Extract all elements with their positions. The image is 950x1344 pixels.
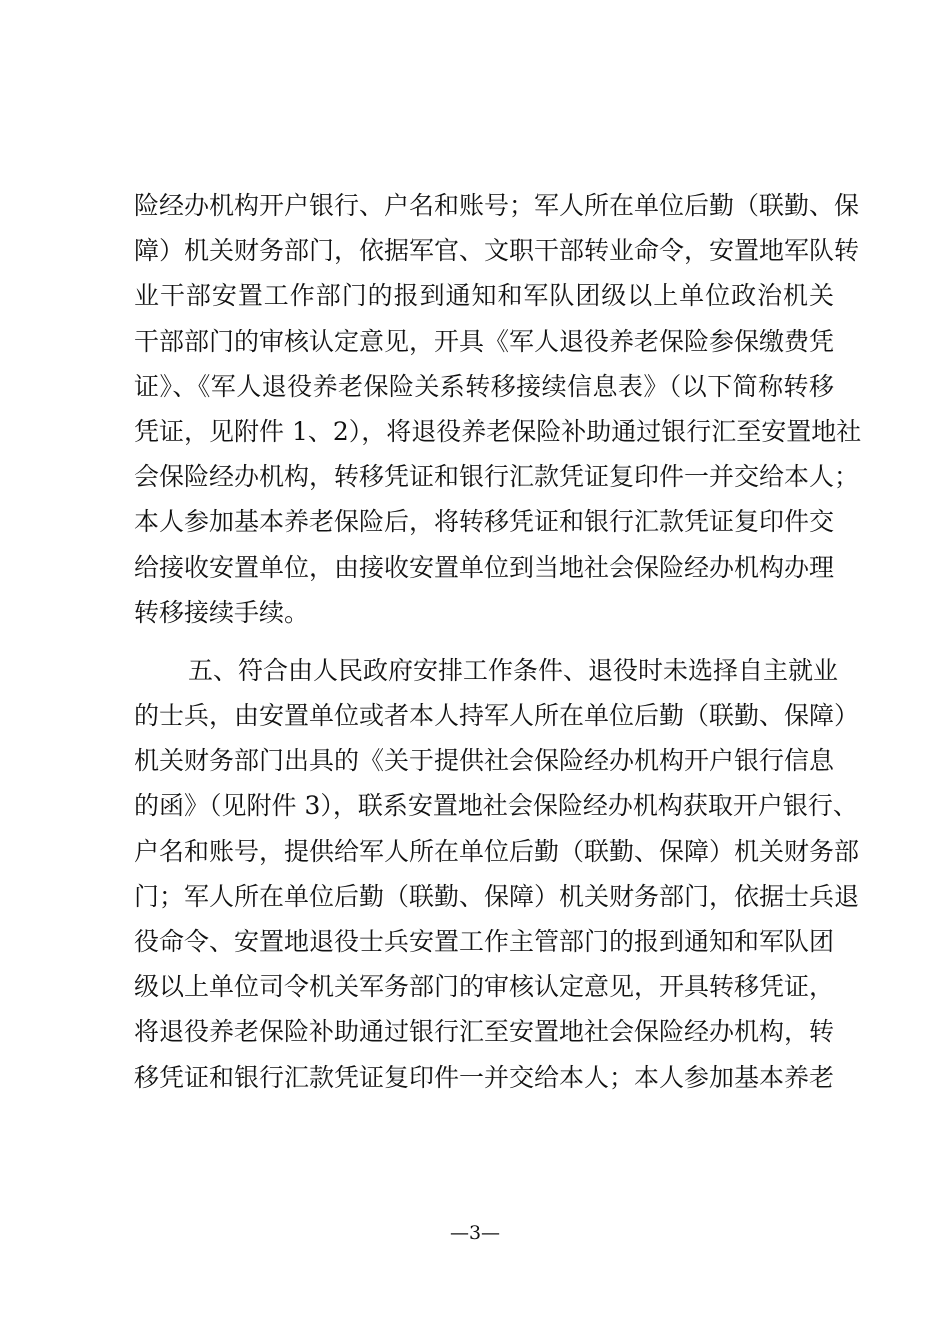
text-line: 业干部安置工作部门的报到通知和军队团级以上单位政治机关 (134, 281, 834, 311)
text-line: 的函》（见附件 3），联系安置地社会保险经办机构获取开户银行、 (134, 791, 858, 821)
text-line: 给接收安置单位，由接收安置单位到当地社会保险经办机构办理 (134, 552, 835, 582)
text-line: 本人参加基本养老保险后，将转移凭证和银行汇款凭证复印件交 (134, 507, 835, 537)
document-body (134, 183, 862, 1100)
text-line: 役命令、安置地退役士兵安置工作主管部门的报到通知和军队团 (134, 927, 835, 956)
text-line: 障）机关财务部门，依据军官、文职干部转业命令，安置地军队转 (134, 236, 860, 266)
paragraph-gap (134, 635, 834, 648)
paragraph-1 (134, 183, 862, 635)
text-line: 移凭证和银行汇款凭证复印件一并交给本人；本人参加基本养老 (134, 1062, 835, 1092)
text-line: 转移接续手续。 (134, 597, 310, 627)
text-line: 险经办机构开户银行、户名和账号；军人所在单位后勤（联勤、保 (134, 191, 860, 220)
text-line: 会保险经办机构，转移凭证和银行汇款凭证复印件一并交给本人； (134, 462, 860, 492)
text-line: 机关财务部门出具的《关于提供社会保险经办机构开户银行信息 (134, 746, 835, 776)
text-line: 户名和账号，提供给军人所在单位后勤（联勤、保障）机关财务部 (134, 836, 860, 866)
text-line: 五、符合由人民政府安排工作条件、退役时未选择自主就业 (188, 655, 839, 685)
paragraph-2 (134, 648, 860, 1100)
text-line: 的士兵，由安置单位或者本人持军人所在单位后勤（联勤、保障） (134, 701, 860, 731)
text-line: 证》、《军人退役养老保险关系转移接续信息表》（以下简称转移 (134, 371, 834, 401)
text-line: 将退役养老保险补助通过银行汇至安置地社会保险经办机构，转 (134, 1017, 835, 1047)
text-line: 凭证，见附件 1、2），将退役养老保险补助通过银行汇至安置地社 (134, 416, 862, 446)
text-line: 门；军人所在单位后勤（联勤、保障）机关财务部门，依据士兵退 (134, 881, 860, 911)
text-line: 级以上单位司令机关军务部门的审核认定意见，开具转移凭证， (134, 972, 835, 1002)
page-number: —3— (449, 1222, 501, 1244)
text-line: 干部部门的审核认定意见，开具《军人退役养老保险参保缴费凭 (134, 326, 835, 356)
